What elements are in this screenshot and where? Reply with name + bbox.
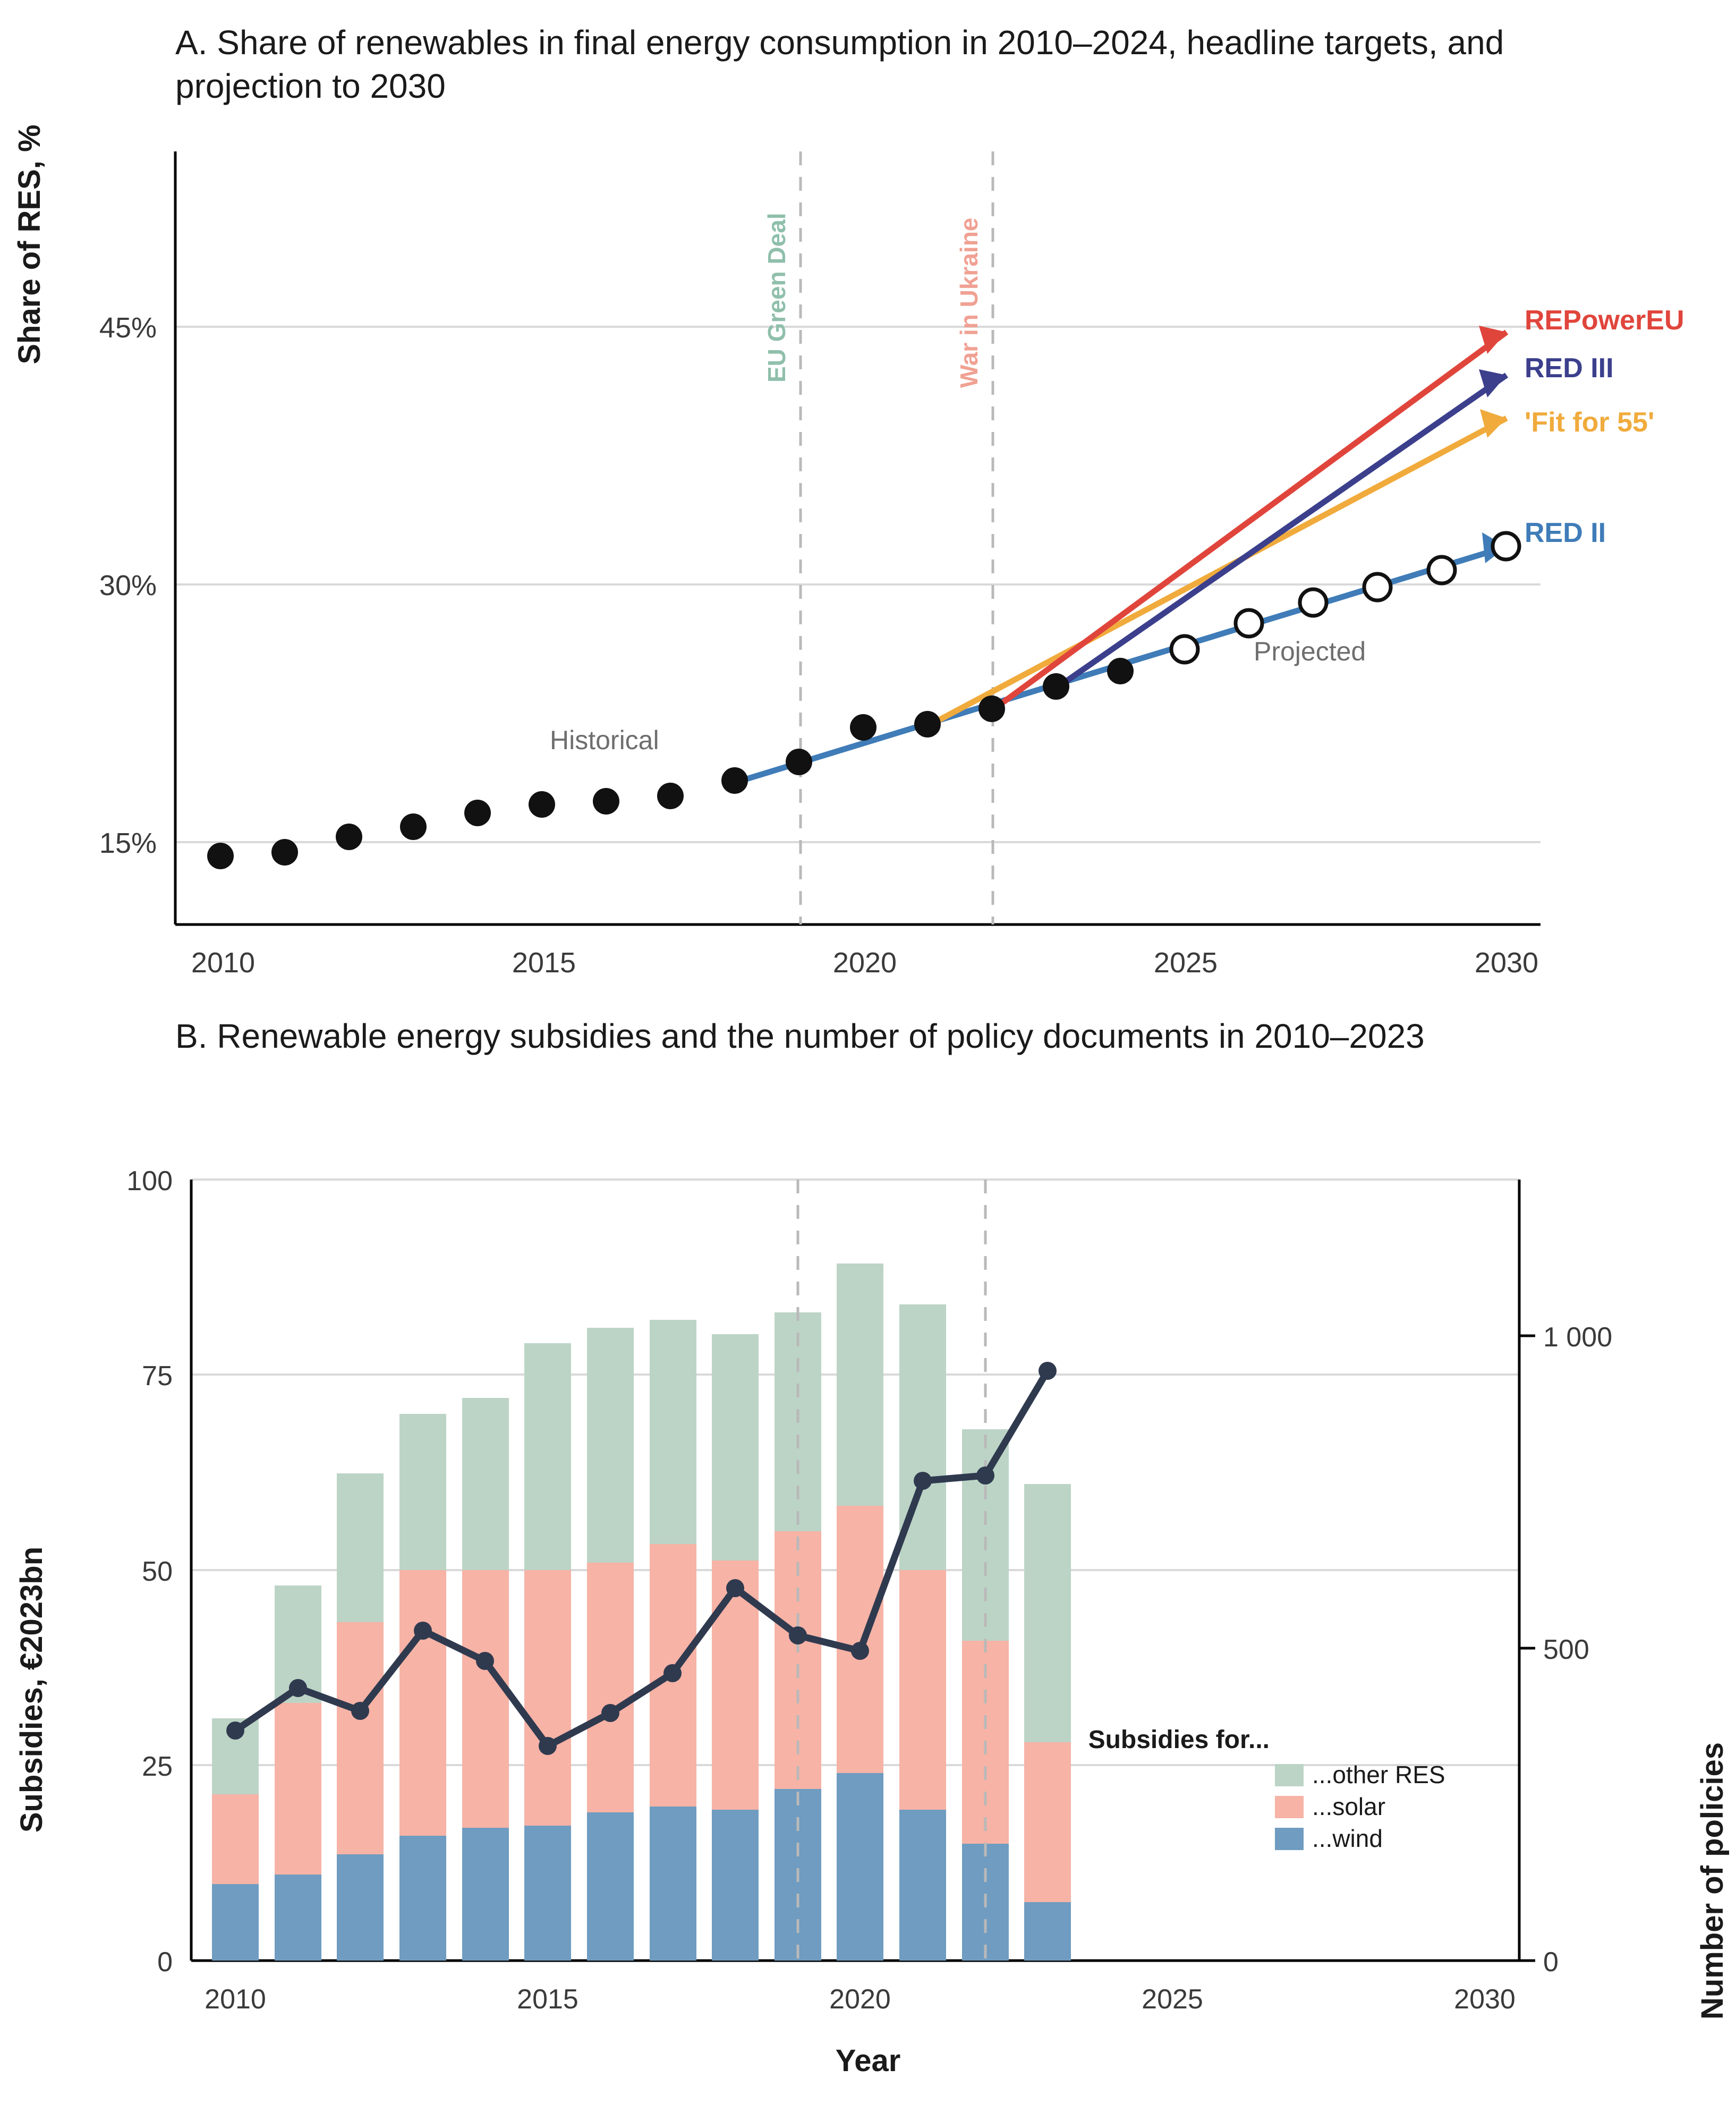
panel-b-y-axis-label-left: Subsidies, €2023bn (14, 1546, 49, 1833)
panel-b-y-axis-label-right: Number of policies (1695, 1742, 1730, 2020)
target-label-repowereu: REPowerEU (1525, 305, 1684, 336)
trajectory-fit-for-55 (929, 409, 1507, 725)
y-tick-45: 45% (99, 312, 157, 344)
panel-a-plot (0, 0, 1736, 999)
y-tick-15: 15% (99, 827, 157, 859)
panel-b-plot (0, 999, 1736, 2090)
x-tick-2015: 2015 (512, 947, 576, 979)
panel-a-x-ticks (191, 947, 1538, 979)
panel-b-y-ticks-left (126, 1166, 173, 1978)
x-tick-2025: 2025 (1142, 1984, 1203, 2015)
trajectory-repowereu (993, 326, 1507, 710)
x-tick-2020: 2020 (829, 1984, 891, 2015)
target-label-red-ii: RED II (1525, 518, 1606, 548)
x-tick-2030: 2030 (1474, 947, 1539, 979)
y-left-tick-75: 75 (142, 1361, 173, 1392)
y-left-tick-50: 50 (142, 1556, 173, 1587)
panel-b-x-ticks (205, 1984, 1516, 2015)
event-label-war: War in Ukraine (955, 217, 983, 388)
y-right-tick-0: 0 (1543, 1947, 1559, 1978)
x-tick-2010: 2010 (205, 1984, 266, 2015)
legend-swatch-other-res (1275, 1764, 1304, 1786)
panel-b-x-axis-label: Year (835, 2043, 901, 2078)
trajectory-red-ii (736, 532, 1507, 782)
y-right-tick-1000: 1 000 (1543, 1322, 1613, 1353)
annotation-historical: Historical (550, 725, 659, 755)
legend-label-other-res: ...other RES (1312, 1761, 1445, 1788)
panel-a-y-ticks (99, 312, 157, 859)
legend-label-solar: ...solar (1312, 1793, 1386, 1820)
panel-b-y-ticks-right (1519, 1322, 1612, 1978)
legend-label-wind: ...wind (1312, 1825, 1383, 1852)
panel-b (0, 999, 1736, 2090)
event-label-green-deal: EU Green Deal (763, 213, 790, 383)
legend-swatch-wind (1275, 1828, 1304, 1850)
panel-b-title: B. Renewable energy subsidies and the number of policy documents in 2010–2023 (175, 1017, 1425, 1055)
panel-a (0, 0, 1736, 999)
annotation-projected: Projected (1254, 637, 1366, 666)
y-left-tick-0: 0 (157, 1947, 173, 1978)
panel-a-y-axis-label: Share of RES, % (12, 124, 47, 364)
y-left-tick-100: 100 (126, 1166, 173, 1197)
legend-swatch-solar (1275, 1796, 1304, 1818)
panel-b-legend (1088, 1726, 1445, 1852)
y-left-tick-25: 25 (142, 1751, 173, 1782)
legend-title: Subsidies for... (1088, 1726, 1270, 1754)
y-right-tick-500: 500 (1543, 1634, 1589, 1665)
x-tick-2020: 2020 (832, 947, 897, 979)
panel-a-title: A. Share of renewables in final energy consumption in 2010–2024, headline targets, and projection to 2030 (175, 23, 1504, 105)
y-tick-30: 30% (99, 570, 157, 601)
target-label-fit-for-55: 'Fit for 55' (1525, 407, 1655, 438)
x-tick-2010: 2010 (191, 947, 256, 979)
target-label-red-iii: RED III (1525, 353, 1614, 384)
x-tick-2025: 2025 (1153, 947, 1218, 979)
x-tick-2015: 2015 (517, 1984, 578, 2015)
x-tick-2030: 2030 (1454, 1984, 1516, 2015)
